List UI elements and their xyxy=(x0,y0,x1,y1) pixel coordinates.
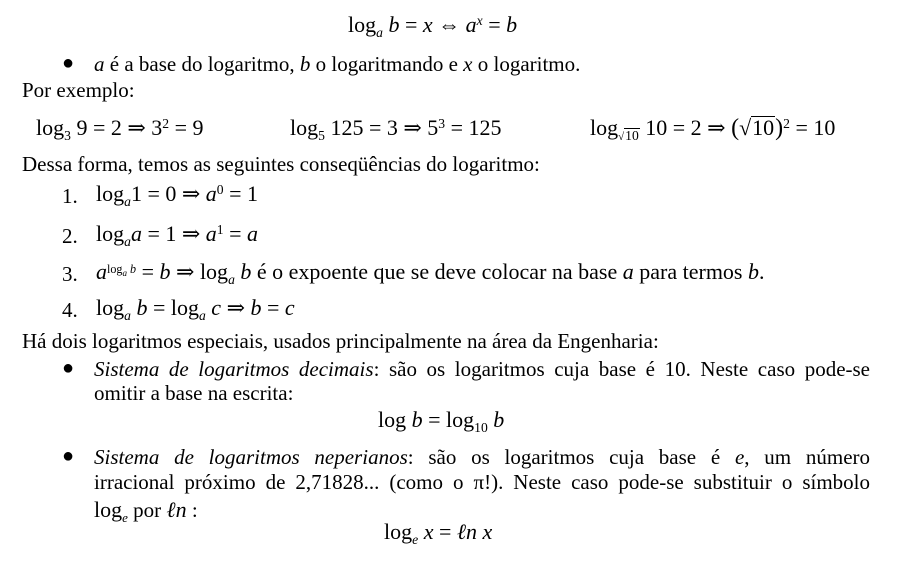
formula-text: = 125 xyxy=(445,115,502,140)
power-base: a xyxy=(465,12,477,37)
log-base: 5 xyxy=(318,128,325,144)
text-segment: : são os logaritmos cuja base é 10. Neste caso pode-se xyxy=(373,357,870,381)
list-number: 1. xyxy=(62,184,78,208)
decimal-formula xyxy=(378,407,505,436)
var-a: a xyxy=(205,221,217,246)
formula-text: = log xyxy=(422,407,475,432)
formula-text: = 1 ⇒ xyxy=(141,221,206,246)
var-b: b xyxy=(493,407,505,432)
equals-sign: = xyxy=(147,295,171,320)
example-1 xyxy=(36,115,204,144)
example-label: Por exemplo: xyxy=(22,78,135,102)
text-segment: . xyxy=(759,259,765,284)
log-symbol: log xyxy=(94,497,123,522)
log-argument: b xyxy=(388,12,400,37)
consequence-4 xyxy=(96,295,295,324)
decimal-line-2: omitir a base na escrita: xyxy=(94,381,294,405)
decimal-line-1 xyxy=(94,357,870,382)
implies-arrow: ⇒ xyxy=(221,295,251,320)
var-a: a xyxy=(205,181,217,206)
text-segment: por xyxy=(127,498,167,522)
var-x: x xyxy=(463,52,473,76)
neperian-line-3 xyxy=(94,497,198,523)
equals-sign: = xyxy=(261,295,285,320)
formula-text: = 10 xyxy=(789,115,836,140)
power-result: b xyxy=(506,12,518,37)
text-segment: para termos xyxy=(633,259,748,284)
var-c: c xyxy=(284,295,295,320)
text-segment: : são os logaritmos cuja base é xyxy=(407,445,735,469)
exponent: 0 xyxy=(216,181,224,197)
formula-text: = 1 xyxy=(223,181,259,206)
var-a: a xyxy=(622,259,634,284)
log-base: a xyxy=(228,272,235,288)
power-exponent: x xyxy=(476,12,483,28)
var-a: a xyxy=(130,221,142,246)
log-exponent xyxy=(107,261,137,279)
list-number: 2. xyxy=(62,224,78,248)
text-segment: é a base do logaritmo, xyxy=(104,52,300,76)
radical-icon: √ xyxy=(618,131,625,144)
consequence-3 xyxy=(96,259,765,288)
ln-symbol: ℓn xyxy=(166,497,187,522)
log-base: 3 xyxy=(64,128,71,144)
example-3 xyxy=(590,115,835,142)
equals-sign: = xyxy=(433,519,457,544)
exponent: 3 xyxy=(438,115,446,131)
formula-text: 9 = 2 ⇒ 3 xyxy=(70,115,163,140)
equals-sign: = xyxy=(399,12,423,37)
paren-close: ) xyxy=(775,115,784,141)
var-x: x xyxy=(423,519,434,544)
ln-expression: ℓn x xyxy=(456,519,493,544)
log-symbol: log xyxy=(378,407,412,432)
log-symbol: log xyxy=(384,519,413,544)
log-symbol: log xyxy=(96,295,125,320)
var-a: a xyxy=(96,259,107,284)
log-base: e xyxy=(122,509,128,525)
var-a: a xyxy=(94,52,105,76)
formula-text: 10 = 2 ⇒ xyxy=(639,115,732,140)
exponent: 2 xyxy=(783,115,790,131)
text-segment: : xyxy=(186,498,198,522)
var-c: c xyxy=(211,295,222,320)
log-symbol: log xyxy=(96,221,125,246)
var-b: b xyxy=(748,259,759,284)
log-base: a xyxy=(124,308,131,324)
neperian-title: Sistema de logaritmos neperianos xyxy=(94,445,408,469)
text-segment: , um número xyxy=(744,445,871,469)
log-symbol: log xyxy=(348,12,377,37)
radicand: 10 xyxy=(625,128,639,144)
neperian-line-2: irracional próximo de 2,71828... (como o π!). Neste caso pode-se substituir o símbolo xyxy=(94,470,870,494)
paren-open: ( xyxy=(731,115,740,141)
log-symbol: log xyxy=(36,115,65,140)
radicand: 10 xyxy=(752,115,775,140)
var-b: b xyxy=(411,407,423,432)
consequence-2 xyxy=(96,221,259,250)
log-base: a xyxy=(198,308,206,324)
text-segment: é o expoente que se deve colocar na base xyxy=(251,259,623,284)
log-base: a xyxy=(376,25,383,41)
bullet-icon: ● xyxy=(62,445,75,467)
var-b: b xyxy=(130,261,137,276)
bullet-icon: ● xyxy=(62,52,75,74)
decimal-title: Sistema de logaritmos decimais xyxy=(94,357,374,381)
var-b: b xyxy=(250,295,262,320)
exponent: 2 xyxy=(162,115,170,131)
var-b: b xyxy=(159,259,171,284)
var-b: b xyxy=(240,259,252,284)
log-value: x xyxy=(422,12,433,37)
var-e: e xyxy=(734,445,745,469)
log-base: a xyxy=(124,234,131,250)
example-2 xyxy=(290,115,502,144)
neperian-line-1 xyxy=(94,445,870,470)
log-symbol: log xyxy=(590,115,619,140)
log-base: a xyxy=(122,268,127,279)
log-symbol: log xyxy=(96,181,125,206)
implies-arrow: ⇒ xyxy=(170,259,200,284)
var-a: a xyxy=(247,221,259,246)
sqrt-base xyxy=(618,128,640,143)
log-base: e xyxy=(412,532,419,548)
log-base: a xyxy=(124,194,131,210)
text-segment: o logaritmo. xyxy=(472,52,581,76)
definition-explanation xyxy=(94,52,580,77)
formula-text: 125 = 3 ⇒ 5 xyxy=(324,115,439,140)
consequence-1 xyxy=(96,181,259,210)
equals-sign: = xyxy=(482,12,507,37)
neperian-formula xyxy=(384,519,493,548)
equals-sign: = xyxy=(136,259,160,284)
list-number: 4. xyxy=(62,298,78,322)
var-b: b xyxy=(136,295,148,320)
special-label: Há dois logaritmos especiais, usados principalmente na área da Engenharia: xyxy=(22,329,659,353)
log-symbol: log xyxy=(170,295,199,320)
formula-text: = 9 xyxy=(169,115,204,140)
iff-arrow: ⇔ xyxy=(432,12,466,37)
log-symbol: log xyxy=(107,261,123,276)
list-number: 3. xyxy=(62,262,78,286)
log-base: 10 xyxy=(474,420,488,436)
definition-formula xyxy=(348,12,518,41)
bullet-icon: ● xyxy=(62,357,75,379)
consequences-label: Dessa forma, temos as seguintes conseqüências do logaritmo: xyxy=(22,152,540,176)
radical-icon: √ xyxy=(739,115,752,140)
log-symbol: log xyxy=(290,115,319,140)
exponent: 1 xyxy=(216,221,224,237)
log-symbol: log xyxy=(199,259,229,284)
var-b: b xyxy=(299,52,311,76)
equals-sign: = xyxy=(223,221,248,246)
text-segment: o logaritmando e xyxy=(310,52,464,76)
formula-text: 1 = 0 ⇒ xyxy=(130,181,206,206)
